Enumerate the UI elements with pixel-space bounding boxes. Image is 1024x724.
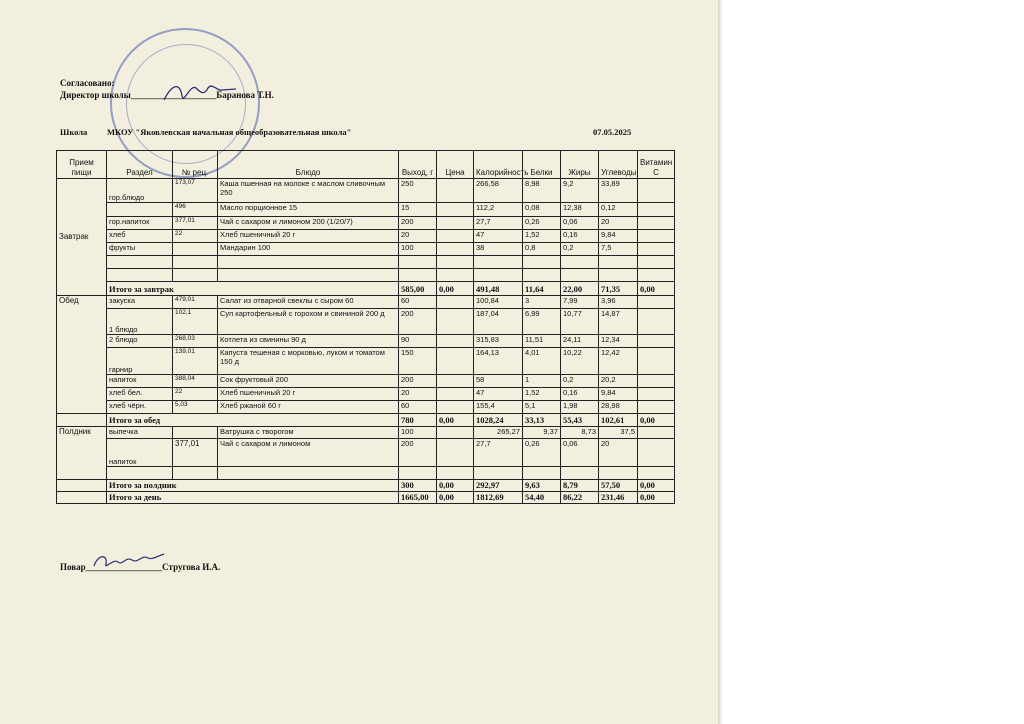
table-row — [57, 348, 675, 375]
total-label: Итого за полдник — [107, 480, 399, 492]
carb-cell: 20 — [599, 439, 638, 467]
vitamin-cell — [638, 388, 675, 401]
total-carb: 57,50 — [599, 480, 638, 492]
total-vitamin: 0,00 — [638, 282, 675, 296]
column-header: Раздел — [107, 151, 173, 179]
carb-cell: 28,98 — [599, 401, 638, 414]
total-label: Итого за день — [107, 492, 399, 504]
meal-label: Обед — [57, 296, 107, 414]
empty-row — [57, 256, 675, 269]
table-row — [57, 401, 675, 414]
carb-cell: 20 — [599, 217, 638, 230]
protein-cell: 0,08 — [523, 203, 561, 217]
fat-cell: 10,77 — [561, 309, 599, 335]
table-row — [57, 427, 675, 439]
snack-total-row — [57, 480, 675, 492]
vitamin-cell — [638, 217, 675, 230]
carb-cell: 9,84 — [599, 388, 638, 401]
price-cell — [437, 296, 474, 309]
total-fat: 55,43 — [561, 414, 599, 427]
day-total-row — [57, 492, 675, 504]
total-protein: 9,63 — [523, 480, 561, 492]
table-row — [57, 296, 675, 309]
total-output: 780 — [399, 414, 437, 427]
kcal-cell: 315,83 — [474, 335, 523, 348]
vitamin-cell — [638, 375, 675, 388]
table-row — [57, 203, 675, 217]
dish-cell: Хлеб пшеничный 20 г — [218, 230, 399, 243]
dish-cell: Котлета из свинины 90 д — [218, 335, 399, 348]
empty-row — [57, 467, 675, 480]
meal-label: Полдник — [57, 427, 107, 480]
total-price: 0,00 — [437, 480, 474, 492]
section-cell: 2 блюдо — [107, 335, 173, 348]
section-cell: гор.напиток — [107, 217, 173, 230]
fat-cell: 0,2 — [561, 243, 599, 256]
dish-cell: Мандарин 100 — [218, 243, 399, 256]
column-header: № рец. — [173, 151, 218, 179]
vitamin-cell — [638, 243, 675, 256]
total-fat: 86,22 — [561, 492, 599, 504]
total-kcal: 491,48 — [474, 282, 523, 296]
output-cell: 250 — [399, 179, 437, 203]
carb-cell: 7,5 — [599, 243, 638, 256]
protein-cell: 4,01 — [523, 348, 561, 375]
recipe-cell: 388,04 — [173, 375, 218, 388]
output-cell: 100 — [399, 243, 437, 256]
approved-label: Согласовано: — [60, 78, 115, 88]
kcal-cell: 112,2 — [474, 203, 523, 217]
empty-row — [57, 269, 675, 282]
fat-cell: 0,06 — [561, 439, 599, 467]
total-carb: 71,35 — [599, 282, 638, 296]
kcal-cell: 58 — [474, 375, 523, 388]
dish-cell: Суп картофельный с горохом и свининой 200 д — [218, 309, 399, 335]
protein-cell: 0,26 — [523, 217, 561, 230]
column-header: Жиры — [561, 151, 599, 179]
cook-underline: _________________ — [85, 562, 163, 572]
fat-cell: 0,06 — [561, 217, 599, 230]
menu-date: 07.05.2025 — [593, 127, 632, 137]
total-label: Итого за обед — [107, 414, 399, 427]
recipe-cell: 496 — [173, 203, 218, 217]
protein-cell: 1,52 — [523, 388, 561, 401]
output-cell: 15 — [399, 203, 437, 217]
table-row — [57, 243, 675, 256]
director-signature — [160, 78, 240, 106]
kcal-cell: 100,84 — [474, 296, 523, 309]
section-cell: хлеб бел. — [107, 388, 173, 401]
total-kcal: 292,97 — [474, 480, 523, 492]
table-row — [57, 335, 675, 348]
school-label: Школа — [60, 127, 88, 137]
column-header: Блюдо — [218, 151, 399, 179]
section-cell: закуска — [107, 296, 173, 309]
fat-cell: 1,98 — [561, 401, 599, 414]
table-row — [57, 388, 675, 401]
vitamin-cell — [638, 335, 675, 348]
fat-cell: 8,73 — [561, 427, 599, 439]
output-cell: 100 — [399, 427, 437, 439]
carb-cell: 12,34 — [599, 335, 638, 348]
vitamin-cell — [638, 427, 675, 439]
dish-cell: Ватрушка с творогом — [218, 427, 399, 439]
kcal-cell: 265,27 — [474, 427, 523, 439]
kcal-cell: 164,13 — [474, 348, 523, 375]
vitamin-cell — [638, 348, 675, 375]
carb-cell: 12,42 — [599, 348, 638, 375]
price-cell — [437, 439, 474, 467]
vitamin-cell — [638, 401, 675, 414]
kcal-cell: 187,04 — [474, 309, 523, 335]
output-cell: 60 — [399, 296, 437, 309]
kcal-cell: 47 — [474, 388, 523, 401]
recipe-cell: 22 — [173, 388, 218, 401]
total-carb: 231,46 — [599, 492, 638, 504]
fat-cell: 0,16 — [561, 388, 599, 401]
table-header-row — [57, 151, 675, 179]
price-cell — [437, 375, 474, 388]
vitamin-cell — [638, 179, 675, 203]
output-cell: 200 — [399, 439, 437, 467]
total-fat: 8,79 — [561, 480, 599, 492]
fat-cell: 10,22 — [561, 348, 599, 375]
meal-label: Завтрак — [57, 179, 107, 296]
dish-cell: Хлеб ржаной 60 г — [218, 401, 399, 414]
protein-cell: 0,8 — [523, 243, 561, 256]
total-protein: 33,13 — [523, 414, 561, 427]
price-cell — [437, 179, 474, 203]
vitamin-cell — [638, 296, 675, 309]
total-carb: 102,61 — [599, 414, 638, 427]
cook-signature — [85, 548, 168, 574]
fat-cell: 9,2 — [561, 179, 599, 203]
fat-cell: 0,2 — [561, 375, 599, 388]
column-header: Прием пищи — [57, 151, 107, 179]
dish-cell: Масло порционное 15 — [218, 203, 399, 217]
recipe-cell: 139,01 — [173, 348, 218, 375]
carb-cell: 0,12 — [599, 203, 638, 217]
cook-name: Стругова И.А. — [162, 562, 221, 572]
section-cell: выпечка — [107, 427, 173, 439]
recipe-cell: 22 — [173, 230, 218, 243]
table-row — [57, 309, 675, 335]
output-cell: 20 — [399, 230, 437, 243]
total-output: 1665,00 — [399, 492, 437, 504]
vitamin-cell — [638, 230, 675, 243]
dish-cell: Сок фруктовый 200 — [218, 375, 399, 388]
vitamin-cell — [638, 203, 675, 217]
kcal-cell: 38 — [474, 243, 523, 256]
protein-cell: 1,52 — [523, 230, 561, 243]
section-cell: 1 блюдо — [107, 309, 173, 335]
total-label: Итого за завтрак — [107, 282, 399, 296]
section-cell: напиток — [107, 375, 173, 388]
kcal-cell: 47 — [474, 230, 523, 243]
school-name: МКОУ "Яковлевская начальная общеобразовательная школа" — [107, 127, 352, 137]
table-row — [57, 217, 675, 230]
price-cell — [437, 348, 474, 375]
dish-cell: Каша пшенная на молоке с маслом сливочным 250 — [218, 179, 399, 203]
section-cell: гарнир — [107, 348, 173, 375]
total-output: 585,00 — [399, 282, 437, 296]
protein-cell: 1 — [523, 375, 561, 388]
breakfast-total-row — [57, 282, 675, 296]
total-kcal: 1812,69 — [474, 492, 523, 504]
table-row — [57, 230, 675, 243]
section-cell: напиток — [107, 439, 173, 467]
price-cell — [437, 309, 474, 335]
cook-label: Повар — [60, 562, 86, 572]
protein-cell: 0,26 — [523, 439, 561, 467]
total-vitamin: 0,00 — [638, 414, 675, 427]
recipe-cell: 5,03 — [173, 401, 218, 414]
total-protein: 54,40 — [523, 492, 561, 504]
dish-cell: Хлеб пшеничный 20 г — [218, 388, 399, 401]
table-row — [57, 179, 675, 203]
vitamin-cell — [638, 439, 675, 467]
price-cell — [437, 217, 474, 230]
fat-cell: 12,38 — [561, 203, 599, 217]
table-row — [57, 375, 675, 388]
column-header: Выход, г — [399, 151, 437, 179]
total-protein: 11,64 — [523, 282, 561, 296]
director-label: Директор школы — [60, 90, 131, 100]
section-cell: фрукты — [107, 243, 173, 256]
total-output: 300 — [399, 480, 437, 492]
output-cell: 90 — [399, 335, 437, 348]
price-cell — [437, 427, 474, 439]
protein-cell: 9,37 — [523, 427, 561, 439]
recipe-cell: 377,01 — [173, 217, 218, 230]
section-cell: гор.блюдо — [107, 179, 173, 203]
protein-cell: 5,1 — [523, 401, 561, 414]
carb-cell: 14,87 — [599, 309, 638, 335]
carb-cell: 20,2 — [599, 375, 638, 388]
fat-cell: 24,11 — [561, 335, 599, 348]
output-cell: 200 — [399, 309, 437, 335]
protein-cell: 6,99 — [523, 309, 561, 335]
total-price: 0,00 — [437, 414, 474, 427]
recipe-cell: 479,01 — [173, 296, 218, 309]
kcal-cell: 27,7 — [474, 217, 523, 230]
fat-cell: 7,99 — [561, 296, 599, 309]
fat-cell: 0,16 — [561, 230, 599, 243]
output-cell: 20 — [399, 388, 437, 401]
section-cell: хлеб чёрн. — [107, 401, 173, 414]
recipe-cell — [173, 243, 218, 256]
carb-cell: 37,5 — [599, 427, 638, 439]
total-price: 0,00 — [437, 492, 474, 504]
table-row — [57, 439, 675, 467]
price-cell — [437, 401, 474, 414]
price-cell — [437, 243, 474, 256]
carb-cell: 3,96 — [599, 296, 638, 309]
recipe-cell — [173, 427, 218, 439]
page-edge — [718, 0, 722, 724]
carb-cell: 33,89 — [599, 179, 638, 203]
dish-cell: Салат из отварной свеклы с сыром 60 — [218, 296, 399, 309]
director-name: Баранова Т.Н. — [216, 90, 274, 100]
output-cell: 200 — [399, 375, 437, 388]
protein-cell: 11,51 — [523, 335, 561, 348]
recipe-cell: 102,1 — [173, 309, 218, 335]
protein-cell: 3 — [523, 296, 561, 309]
lunch-total-row — [57, 414, 675, 427]
carb-cell: 9,84 — [599, 230, 638, 243]
dish-cell: Капуста тешеная с морковью, луком и томатом 150 д — [218, 348, 399, 375]
price-cell — [437, 230, 474, 243]
column-header: Калорийность — [474, 151, 523, 179]
column-header: Витамин С — [638, 151, 675, 179]
price-cell — [437, 335, 474, 348]
kcal-cell: 266,58 — [474, 179, 523, 203]
vitamin-cell — [638, 309, 675, 335]
output-cell: 150 — [399, 348, 437, 375]
recipe-cell: 173,07 — [173, 179, 218, 203]
recipe-cell: 377,01 — [173, 439, 218, 467]
total-price: 0,00 — [437, 282, 474, 296]
total-vitamin: 0,00 — [638, 480, 675, 492]
output-cell: 60 — [399, 401, 437, 414]
price-cell — [437, 388, 474, 401]
section-cell: хлеб — [107, 230, 173, 243]
menu-table — [56, 150, 675, 504]
dish-cell: Чай с сахаром и лимоном 200 (1/20/7) — [218, 217, 399, 230]
total-fat: 22,00 — [561, 282, 599, 296]
column-header: Цена — [437, 151, 474, 179]
section-cell — [107, 203, 173, 217]
column-header: Белки — [523, 151, 561, 179]
total-kcal: 1028,24 — [474, 414, 523, 427]
dish-cell: Чай с сахаром и лимоном — [218, 439, 399, 467]
kcal-cell: 155,4 — [474, 401, 523, 414]
kcal-cell: 27,7 — [474, 439, 523, 467]
recipe-cell: 268,03 — [173, 335, 218, 348]
protein-cell: 8,98 — [523, 179, 561, 203]
column-header: Углеводы — [599, 151, 638, 179]
output-cell: 200 — [399, 217, 437, 230]
price-cell — [437, 203, 474, 217]
director-underline: ___________________ — [130, 90, 217, 100]
total-vitamin: 0,00 — [638, 492, 675, 504]
